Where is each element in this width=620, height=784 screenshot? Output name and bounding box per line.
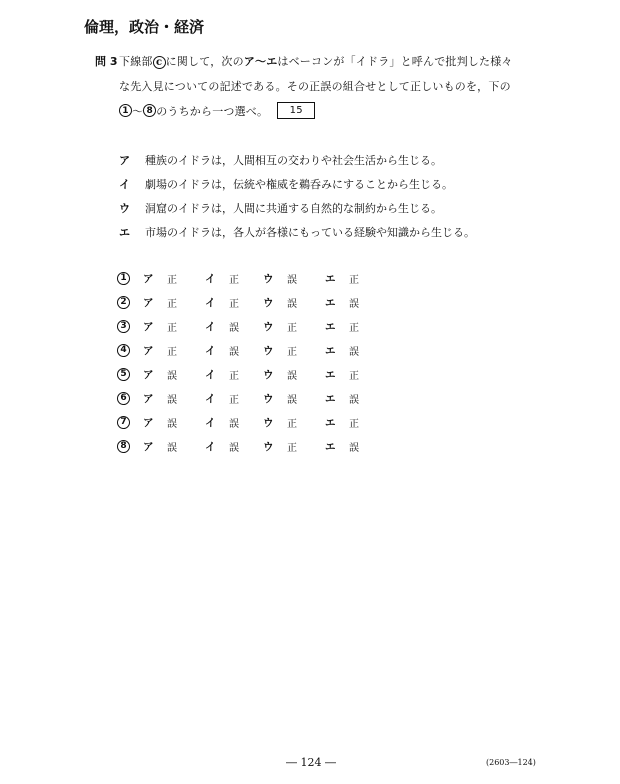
choice-value: 正 — [287, 442, 297, 454]
choice-value: 正 — [229, 394, 239, 406]
choice-value: 正 — [167, 298, 177, 310]
choice-value: 誤 — [167, 394, 177, 406]
choice-value: 正 — [287, 346, 297, 358]
choice-value: 正 — [229, 370, 239, 382]
choice-key-label: イ — [205, 320, 216, 333]
choice-number-circle: 2 — [117, 296, 130, 309]
choice-key-label: イ — [205, 296, 216, 309]
choice-key-label: ア — [143, 416, 154, 429]
choice-key-label: ウ — [263, 392, 274, 405]
statement-e — [119, 224, 475, 240]
choice-key-label: ア — [143, 296, 154, 309]
question-text-segment: はベーコンが「イドラ」と呼んで批判した様々 — [277, 55, 513, 68]
choice-key-label: エ — [325, 344, 336, 357]
page-number: ― 124 ― — [286, 756, 336, 769]
choice-value: 誤 — [229, 418, 239, 430]
choice-value: 正 — [287, 418, 297, 430]
choice-key-label: イ — [205, 272, 216, 285]
choice-value: 正 — [287, 322, 297, 334]
answer-number-box: 15 — [277, 102, 315, 119]
choice-value: 正 — [349, 322, 359, 334]
choice-number-circle: 6 — [117, 392, 130, 405]
question-text-segment: 下線部 — [119, 55, 153, 68]
statement-label: ア — [119, 154, 130, 167]
range-start-circle: 1 — [119, 104, 132, 117]
choice-number-circle: 1 — [117, 272, 130, 285]
choice-key-label: エ — [325, 440, 336, 453]
statement-i — [119, 176, 453, 192]
statement-text: 劇場のイドラは，伝統や権威を鵜呑みにすることから生じる。 — [145, 178, 453, 191]
question-text-line-1 — [119, 53, 513, 69]
choice-key-label: ウ — [263, 296, 274, 309]
choice-value: 誤 — [349, 298, 359, 310]
choice-number-circle: 8 — [117, 440, 130, 453]
choice-key-label: ア — [143, 344, 154, 357]
statement-text: 市場のイドラは，各人が各様にもっている経験や知識から生じる。 — [145, 226, 475, 239]
question-text-line-2: な先入見についての記述である。その正誤の組合せとして正しいものを，下の — [119, 80, 511, 93]
choice-value: 誤 — [287, 370, 297, 382]
statement-u — [119, 200, 442, 216]
statement-a — [119, 152, 442, 168]
choice-value: 誤 — [349, 346, 359, 358]
choice-key-label: ア — [143, 272, 154, 285]
statement-label: エ — [119, 226, 130, 239]
choice-number-circle: 4 — [117, 344, 130, 357]
choice-key-label: ア — [143, 320, 154, 333]
choice-key-label: エ — [325, 296, 336, 309]
statement-text: 洞窟のイドラは，人間に共通する自然的な制約から生じる。 — [145, 202, 442, 215]
choice-key-label: ウ — [263, 368, 274, 381]
choice-value: 誤 — [167, 418, 177, 430]
choice-value: 正 — [167, 274, 177, 286]
choice-key-label: イ — [205, 440, 216, 453]
choice-key-label: ウ — [263, 416, 274, 429]
choice-key-label: エ — [325, 272, 336, 285]
choice-key-label: ウ — [263, 344, 274, 357]
choice-value: 誤 — [167, 442, 177, 454]
choice-key-label: ウ — [263, 320, 274, 333]
choice-value: 正 — [167, 322, 177, 334]
choice-key-label: イ — [205, 368, 216, 381]
statement-text: 種族のイドラは，人間相互の交わりや社会生活から生じる。 — [145, 154, 442, 167]
choice-key-label: イ — [205, 392, 216, 405]
range-end-circle: 8 — [143, 104, 156, 117]
range-separator: ～ — [132, 104, 144, 118]
choice-key-label: エ — [325, 416, 336, 429]
choice-value: 正 — [349, 370, 359, 382]
statement-label: ウ — [119, 202, 130, 215]
choice-value: 正 — [229, 298, 239, 310]
choice-number-circle: 3 — [117, 320, 130, 333]
choice-value: 誤 — [349, 442, 359, 454]
choice-key-label: イ — [205, 344, 216, 357]
choice-key-label: ウ — [263, 440, 274, 453]
choice-key-label: ア — [143, 440, 154, 453]
choice-key-label: エ — [325, 368, 336, 381]
choice-value: 誤 — [167, 370, 177, 382]
question-number: 問 3 — [95, 55, 118, 68]
choice-key-label: ア — [143, 392, 154, 405]
choice-key-label: ア — [143, 368, 154, 381]
choice-value: 正 — [349, 418, 359, 430]
question-text-bold-range: ア～エ — [243, 55, 278, 68]
statement-label: イ — [119, 178, 130, 191]
choice-value: 誤 — [287, 274, 297, 286]
choice-value: 誤 — [229, 322, 239, 334]
question-text-segment: に関して，次の — [165, 55, 244, 68]
choice-number-circle: 5 — [117, 368, 130, 381]
choice-value: 誤 — [229, 442, 239, 454]
choice-value: 誤 — [287, 394, 297, 406]
choice-key-label: ウ — [263, 272, 274, 285]
choice-value: 正 — [167, 346, 177, 358]
underline-marker-circle-c: c — [153, 56, 166, 69]
choice-value: 誤 — [287, 298, 297, 310]
page-code: (2603―124) — [486, 758, 536, 767]
question-text-segment: のうちから一つ選べ。 — [156, 104, 269, 118]
question-text-line-3 — [119, 102, 315, 119]
choice-value: 正 — [229, 274, 239, 286]
section-header: 倫理，政治・経済 — [84, 18, 205, 36]
choice-value: 誤 — [349, 394, 359, 406]
choice-value: 正 — [349, 274, 359, 286]
choice-number-circle: 7 — [117, 416, 130, 429]
choice-key-label: エ — [325, 392, 336, 405]
choice-key-label: イ — [205, 416, 216, 429]
choice-key-label: エ — [325, 320, 336, 333]
choice-value: 誤 — [229, 346, 239, 358]
